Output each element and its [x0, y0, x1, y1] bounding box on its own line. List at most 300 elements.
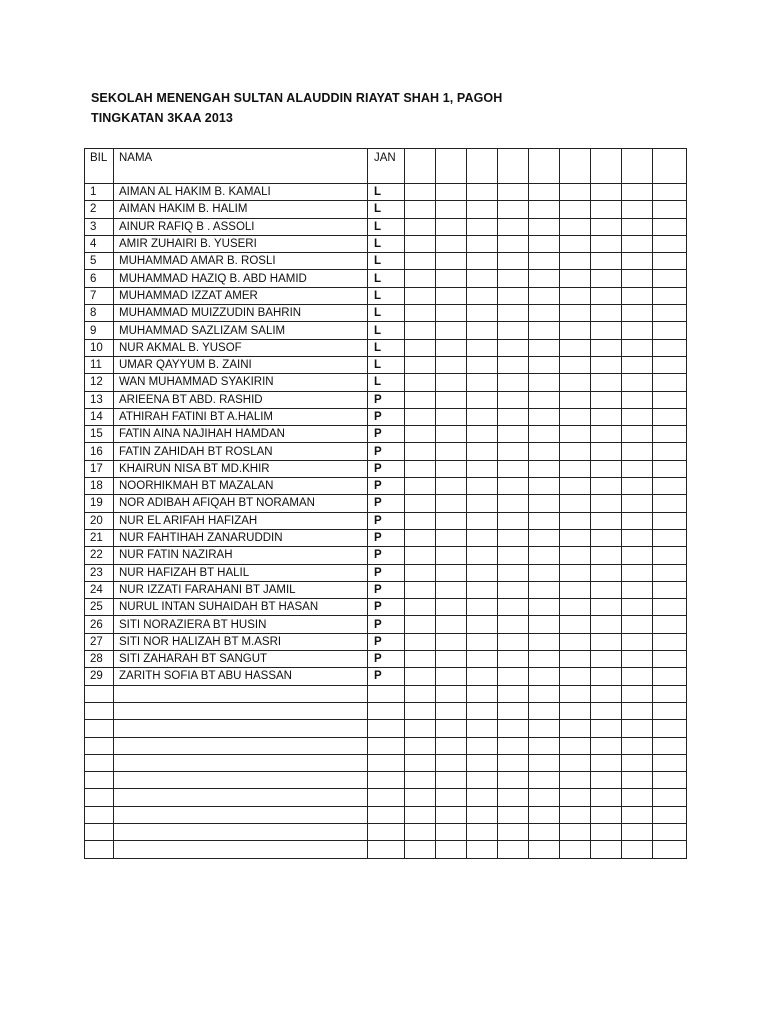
row-bil: 9	[85, 322, 114, 339]
attendance-cell	[622, 806, 653, 823]
row-jan: L	[368, 356, 405, 373]
header-jan: JAN	[368, 149, 405, 184]
attendance-cell	[498, 651, 529, 668]
attendance-cell	[529, 651, 560, 668]
row-jan: L	[368, 339, 405, 356]
attendance-cell	[591, 253, 622, 270]
row-bil: 26	[85, 616, 114, 633]
attendance-cell	[622, 253, 653, 270]
attendance-cell	[467, 651, 498, 668]
attendance-table	[84, 148, 687, 859]
row-jan: L	[368, 305, 405, 322]
attendance-cell	[436, 356, 467, 373]
table-row	[85, 633, 687, 650]
attendance-cell	[405, 478, 436, 495]
attendance-cell	[498, 789, 529, 806]
row-jan: P	[368, 478, 405, 495]
header-blank-cell	[467, 149, 498, 184]
attendance-cell	[467, 685, 498, 702]
empty-nama-cell	[114, 754, 368, 771]
row-jan: P	[368, 426, 405, 443]
row-nama: NOR ADIBAH AFIQAH BT NORAMAN	[114, 495, 368, 512]
attendance-cell	[591, 651, 622, 668]
attendance-cell	[498, 599, 529, 616]
attendance-cell	[653, 478, 687, 495]
attendance-cell	[467, 287, 498, 304]
row-jan: L	[368, 253, 405, 270]
attendance-cell	[405, 754, 436, 771]
attendance-cell	[405, 305, 436, 322]
row-jan: P	[368, 616, 405, 633]
attendance-cell	[560, 702, 591, 719]
attendance-cell	[498, 841, 529, 858]
empty-bil-cell	[85, 702, 114, 719]
attendance-cell	[653, 322, 687, 339]
row-nama: ATHIRAH FATINI BT A.HALIM	[114, 408, 368, 425]
attendance-cell	[560, 184, 591, 201]
attendance-cell	[622, 356, 653, 373]
attendance-cell	[467, 184, 498, 201]
empty-jan-cell	[368, 685, 405, 702]
attendance-cell	[591, 772, 622, 789]
attendance-cell	[653, 443, 687, 460]
attendance-cell	[653, 218, 687, 235]
empty-nama-cell	[114, 702, 368, 719]
attendance-cell	[653, 270, 687, 287]
row-nama: SITI NORAZIERA BT HUSIN	[114, 616, 368, 633]
attendance-cell	[498, 772, 529, 789]
empty-bil-cell	[85, 754, 114, 771]
row-nama: AMIR ZUHAIRI B. YUSERI	[114, 235, 368, 252]
row-nama: AIMAN AL HAKIM B. KAMALI	[114, 184, 368, 201]
row-jan: L	[368, 201, 405, 218]
attendance-cell	[467, 235, 498, 252]
attendance-cell	[436, 529, 467, 546]
attendance-cell	[498, 754, 529, 771]
attendance-cell	[436, 322, 467, 339]
attendance-cell	[405, 702, 436, 719]
empty-nama-cell	[114, 841, 368, 858]
attendance-cell	[560, 287, 591, 304]
attendance-cell	[498, 547, 529, 564]
row-jan: P	[368, 581, 405, 598]
attendance-cell	[653, 426, 687, 443]
table-row	[85, 564, 687, 581]
table-row	[85, 547, 687, 564]
header-blank-cell	[591, 149, 622, 184]
attendance-cell	[622, 754, 653, 771]
attendance-cell	[653, 495, 687, 512]
row-jan: P	[368, 408, 405, 425]
attendance-cell	[436, 720, 467, 737]
attendance-cell	[591, 564, 622, 581]
attendance-cell	[467, 495, 498, 512]
table-row	[85, 495, 687, 512]
attendance-cell	[591, 806, 622, 823]
attendance-cell	[405, 685, 436, 702]
attendance-cell	[591, 184, 622, 201]
row-bil: 12	[85, 374, 114, 391]
attendance-cell	[498, 374, 529, 391]
attendance-cell	[405, 668, 436, 685]
attendance-cell	[653, 564, 687, 581]
attendance-cell	[591, 460, 622, 477]
row-bil: 16	[85, 443, 114, 460]
empty-jan-cell	[368, 737, 405, 754]
attendance-cell	[467, 478, 498, 495]
attendance-cell	[653, 339, 687, 356]
empty-nama-cell	[114, 806, 368, 823]
attendance-cell	[498, 460, 529, 477]
attendance-cell	[467, 443, 498, 460]
row-nama: KHAIRUN NISA BT MD.KHIR	[114, 460, 368, 477]
attendance-cell	[529, 235, 560, 252]
attendance-cell	[436, 235, 467, 252]
attendance-cell	[436, 841, 467, 858]
attendance-cell	[436, 478, 467, 495]
attendance-cell	[653, 512, 687, 529]
attendance-cell	[436, 772, 467, 789]
attendance-cell	[436, 287, 467, 304]
attendance-cell	[591, 529, 622, 546]
table-row	[85, 426, 687, 443]
row-jan: P	[368, 651, 405, 668]
attendance-cell	[467, 806, 498, 823]
attendance-cell	[467, 702, 498, 719]
attendance-cell	[560, 201, 591, 218]
attendance-cell	[622, 616, 653, 633]
attendance-cell	[560, 651, 591, 668]
row-jan: P	[368, 529, 405, 546]
empty-nama-cell	[114, 823, 368, 840]
attendance-cell	[498, 737, 529, 754]
table-row	[85, 512, 687, 529]
attendance-cell	[405, 270, 436, 287]
attendance-cell	[560, 720, 591, 737]
row-bil: 3	[85, 218, 114, 235]
attendance-cell	[467, 512, 498, 529]
attendance-cell	[405, 201, 436, 218]
attendance-cell	[405, 218, 436, 235]
row-nama: WAN MUHAMMAD SYAKIRIN	[114, 374, 368, 391]
attendance-cell	[529, 287, 560, 304]
row-nama: NUR AKMAL B. YUSOF	[114, 339, 368, 356]
table-row	[85, 651, 687, 668]
attendance-cell	[622, 478, 653, 495]
attendance-cell	[622, 201, 653, 218]
empty-bil-cell	[85, 823, 114, 840]
row-nama: MUHAMMAD MUIZZUDIN BAHRIN	[114, 305, 368, 322]
attendance-cell	[560, 823, 591, 840]
table-row	[85, 668, 687, 685]
attendance-cell	[653, 287, 687, 304]
attendance-cell	[622, 322, 653, 339]
attendance-cell	[529, 374, 560, 391]
attendance-cell	[653, 841, 687, 858]
row-jan: P	[368, 599, 405, 616]
attendance-cell	[498, 218, 529, 235]
empty-jan-cell	[368, 789, 405, 806]
attendance-cell	[467, 823, 498, 840]
row-bil: 27	[85, 633, 114, 650]
attendance-cell	[560, 408, 591, 425]
attendance-cell	[405, 581, 436, 598]
attendance-cell	[498, 495, 529, 512]
attendance-cell	[498, 581, 529, 598]
attendance-cell	[436, 616, 467, 633]
row-nama: MUHAMMAD AMAR B. ROSLI	[114, 253, 368, 270]
attendance-cell	[622, 702, 653, 719]
header-blank-cell	[560, 149, 591, 184]
empty-nama-cell	[114, 720, 368, 737]
attendance-cell	[622, 789, 653, 806]
attendance-cell	[436, 512, 467, 529]
attendance-cell	[498, 564, 529, 581]
row-bil: 24	[85, 581, 114, 598]
attendance-cell	[467, 754, 498, 771]
attendance-cell	[405, 547, 436, 564]
attendance-cell	[405, 651, 436, 668]
row-nama: MUHAMMAD SAZLIZAM SALIM	[114, 322, 368, 339]
attendance-cell	[467, 668, 498, 685]
empty-jan-cell	[368, 841, 405, 858]
attendance-cell	[529, 356, 560, 373]
table-row	[85, 235, 687, 252]
empty-jan-cell	[368, 754, 405, 771]
row-bil: 14	[85, 408, 114, 425]
attendance-cell	[498, 322, 529, 339]
attendance-cell	[622, 426, 653, 443]
attendance-cell	[436, 702, 467, 719]
attendance-cell	[467, 391, 498, 408]
attendance-cell	[622, 408, 653, 425]
attendance-cell	[467, 460, 498, 477]
attendance-cell	[405, 391, 436, 408]
attendance-cell	[405, 823, 436, 840]
row-bil: 4	[85, 235, 114, 252]
attendance-cell	[622, 547, 653, 564]
attendance-cell	[467, 737, 498, 754]
table-row	[85, 616, 687, 633]
attendance-cell	[405, 633, 436, 650]
attendance-cell	[529, 754, 560, 771]
header-blank-cell	[498, 149, 529, 184]
attendance-cell	[405, 184, 436, 201]
attendance-cell	[498, 235, 529, 252]
attendance-cell	[560, 391, 591, 408]
attendance-cell	[405, 356, 436, 373]
table-row	[85, 391, 687, 408]
attendance-cell	[405, 564, 436, 581]
empty-row	[85, 841, 687, 858]
attendance-cell	[529, 616, 560, 633]
attendance-cell	[529, 339, 560, 356]
attendance-cell	[622, 443, 653, 460]
attendance-cell	[622, 581, 653, 598]
attendance-cell	[529, 512, 560, 529]
attendance-cell	[498, 270, 529, 287]
attendance-cell	[405, 512, 436, 529]
attendance-cell	[591, 512, 622, 529]
empty-bil-cell	[85, 789, 114, 806]
attendance-cell	[436, 789, 467, 806]
attendance-cell	[560, 305, 591, 322]
row-jan: P	[368, 668, 405, 685]
attendance-cell	[529, 408, 560, 425]
table-row	[85, 339, 687, 356]
empty-row	[85, 823, 687, 840]
row-bil: 1	[85, 184, 114, 201]
attendance-cell	[436, 184, 467, 201]
attendance-cell	[560, 668, 591, 685]
table-row	[85, 270, 687, 287]
attendance-cell	[529, 564, 560, 581]
attendance-cell	[529, 426, 560, 443]
row-nama: NUR EL ARIFAH HAFIZAH	[114, 512, 368, 529]
attendance-cell	[498, 408, 529, 425]
header-blank-cell	[436, 149, 467, 184]
attendance-cell	[498, 720, 529, 737]
attendance-cell	[653, 460, 687, 477]
empty-jan-cell	[368, 772, 405, 789]
attendance-cell	[622, 391, 653, 408]
attendance-cell	[467, 374, 498, 391]
attendance-cell	[560, 253, 591, 270]
attendance-cell	[529, 737, 560, 754]
attendance-cell	[622, 841, 653, 858]
attendance-cell	[529, 581, 560, 598]
row-jan: L	[368, 270, 405, 287]
attendance-cell	[467, 789, 498, 806]
row-bil: 15	[85, 426, 114, 443]
table-row	[85, 460, 687, 477]
table-row	[85, 184, 687, 201]
attendance-cell	[467, 426, 498, 443]
table-row	[85, 408, 687, 425]
attendance-cell	[622, 529, 653, 546]
attendance-cell	[405, 737, 436, 754]
row-nama: AINUR RAFIQ B . ASSOLI	[114, 218, 368, 235]
attendance-cell	[436, 305, 467, 322]
attendance-cell	[591, 305, 622, 322]
attendance-cell	[436, 270, 467, 287]
attendance-cell	[560, 478, 591, 495]
attendance-cell	[560, 512, 591, 529]
attendance-cell	[591, 581, 622, 598]
table-row	[85, 218, 687, 235]
attendance-cell	[498, 391, 529, 408]
school-name: SEKOLAH MENENGAH SULTAN ALAUDDIN RIAYAT SHAH 1, PAGOH	[91, 91, 503, 105]
attendance-cell	[436, 460, 467, 477]
attendance-cell	[622, 287, 653, 304]
attendance-cell	[622, 184, 653, 201]
attendance-cell	[560, 599, 591, 616]
empty-bil-cell	[85, 737, 114, 754]
row-nama: MUHAMMAD IZZAT AMER	[114, 287, 368, 304]
attendance-cell	[405, 253, 436, 270]
attendance-cell	[467, 841, 498, 858]
attendance-cell	[529, 201, 560, 218]
attendance-cell	[653, 547, 687, 564]
attendance-cell	[498, 184, 529, 201]
row-bil: 23	[85, 564, 114, 581]
row-nama: NUR FATIN NAZIRAH	[114, 547, 368, 564]
attendance-cell	[653, 685, 687, 702]
empty-jan-cell	[368, 823, 405, 840]
attendance-cell	[591, 668, 622, 685]
attendance-cell	[591, 547, 622, 564]
attendance-cell	[560, 270, 591, 287]
attendance-cell	[591, 356, 622, 373]
attendance-cell	[653, 633, 687, 650]
attendance-cell	[467, 564, 498, 581]
header-nama: NAMA	[114, 149, 368, 184]
row-jan: P	[368, 512, 405, 529]
attendance-cell	[560, 495, 591, 512]
row-jan: L	[368, 374, 405, 391]
attendance-cell	[498, 616, 529, 633]
attendance-cell	[653, 305, 687, 322]
attendance-cell	[653, 737, 687, 754]
row-nama: NUR IZZATI FARAHANI BT JAMIL	[114, 581, 368, 598]
empty-nama-cell	[114, 772, 368, 789]
attendance-cell	[653, 529, 687, 546]
attendance-cell	[653, 356, 687, 373]
attendance-cell	[529, 547, 560, 564]
attendance-cell	[591, 426, 622, 443]
attendance-cell	[653, 581, 687, 598]
attendance-cell	[467, 356, 498, 373]
row-jan: L	[368, 218, 405, 235]
table-row	[85, 305, 687, 322]
attendance-cell	[653, 720, 687, 737]
row-bil: 10	[85, 339, 114, 356]
attendance-cell	[560, 443, 591, 460]
attendance-cell	[529, 305, 560, 322]
attendance-cell	[467, 339, 498, 356]
attendance-cell	[467, 633, 498, 650]
attendance-cell	[405, 426, 436, 443]
attendance-cell	[436, 599, 467, 616]
attendance-cell	[653, 823, 687, 840]
empty-row	[85, 789, 687, 806]
row-nama: SITI NOR HALIZAH BT M.ASRI	[114, 633, 368, 650]
empty-row	[85, 685, 687, 702]
attendance-cell	[436, 495, 467, 512]
attendance-cell	[622, 720, 653, 737]
attendance-cell	[529, 184, 560, 201]
empty-row	[85, 737, 687, 754]
attendance-cell	[653, 235, 687, 252]
attendance-cell	[405, 235, 436, 252]
attendance-cell	[436, 581, 467, 598]
attendance-cell	[405, 599, 436, 616]
table-row	[85, 529, 687, 546]
table-row	[85, 599, 687, 616]
attendance-cell	[405, 806, 436, 823]
attendance-cell	[622, 339, 653, 356]
attendance-cell	[529, 391, 560, 408]
attendance-cell	[591, 391, 622, 408]
empty-row	[85, 754, 687, 771]
attendance-cell	[436, 408, 467, 425]
row-jan: L	[368, 322, 405, 339]
attendance-cell	[591, 235, 622, 252]
attendance-cell	[560, 529, 591, 546]
attendance-cell	[653, 374, 687, 391]
attendance-cell	[467, 720, 498, 737]
attendance-cell	[529, 685, 560, 702]
